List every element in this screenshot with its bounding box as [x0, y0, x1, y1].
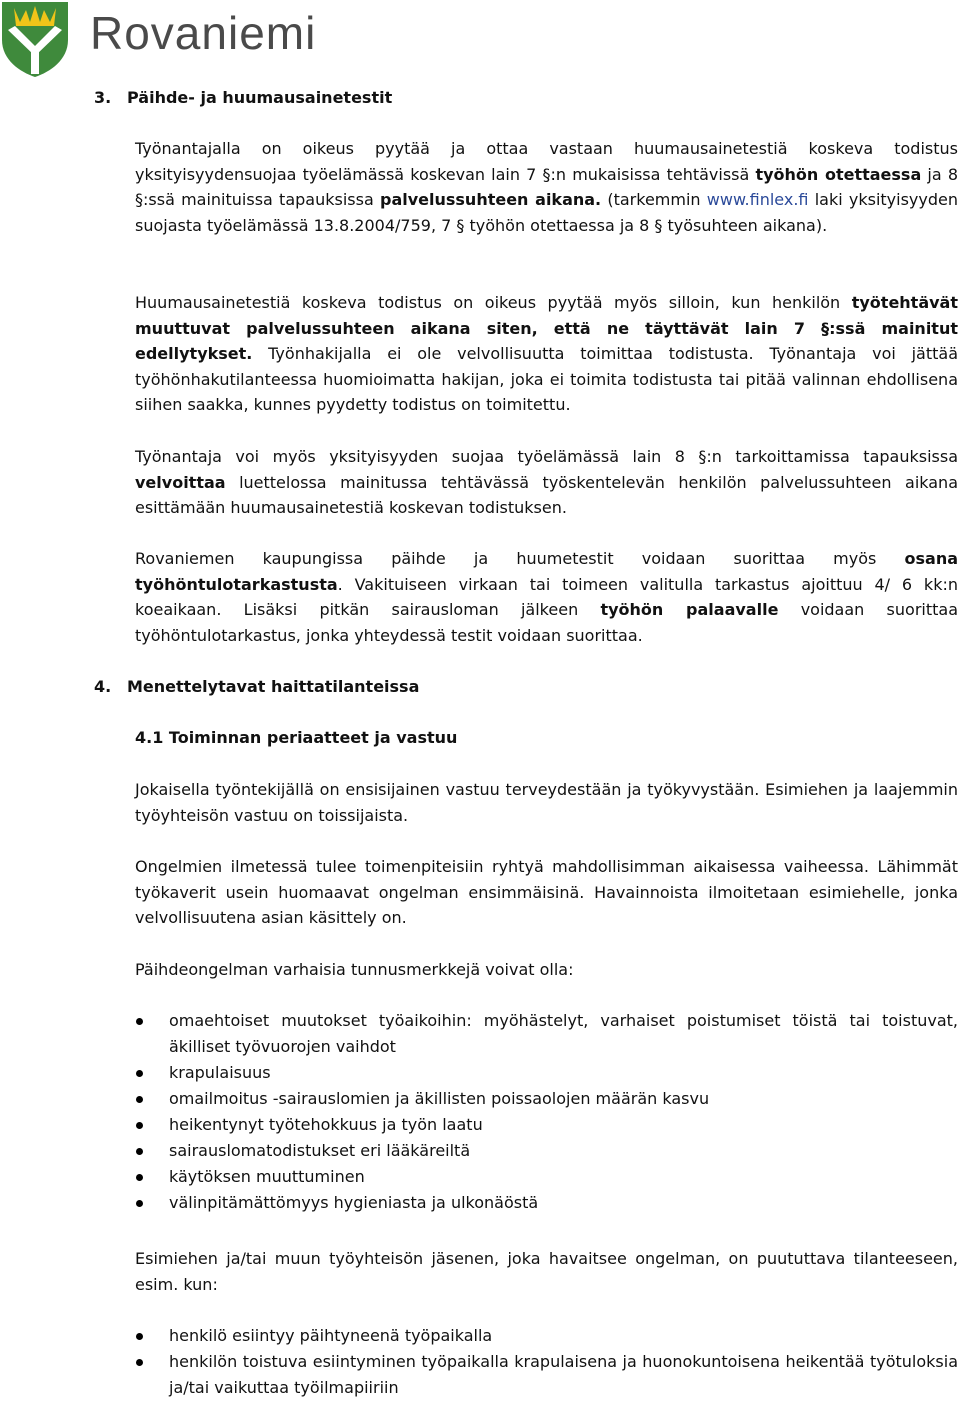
section-4-title: Menettelytavat haittatilanteissa [127, 677, 420, 696]
finlex-link[interactable]: www.finlex.fi [706, 190, 809, 209]
list-item: sairauslomatodistukset eri lääkäreiltä [135, 1138, 958, 1164]
section-3-title: Päihde- ja huumausainetestit [127, 88, 393, 107]
section-4-paragraph-4: Esimiehen ja/tai muun työyhteisön jäsenen, joka havaitsee ongelman, on puututtava tilanteeseen, esim. kun: [135, 1249, 958, 1294]
section-3-number: 3. [94, 88, 112, 107]
list-item: krapulaisuus [135, 1060, 958, 1086]
list-item: henkilön toistuva esiintyminen työpaikalla krapulaisena ja huonokuntoisena heikentää työtuloksia ja/tai vaikuttaa työilmapiiriin [135, 1349, 958, 1401]
list-item: heikentynyt työtehokkuus ja työn laatu [135, 1112, 958, 1138]
list-item: henkilö esiintyy päihtyneenä työpaikalla [135, 1323, 958, 1349]
intervention-cases-list [135, 1323, 958, 1401]
section-3-paragraph-1: Työnantajalla on oikeus pyytää ja ottaa vastaan huumausainetestiä koskeva todistus yksityisyydensuojaa työelämässä koskevan lain 7 §:n mukaisissa tehtävissä työhön otettaessa ja 8 §:ssä mainituissa tapauksissa palvelussuhteen aikana. (tarkemmin www.finlex.fi laki yksityisyyden suojasta työelämässä 13.8.2004/759, 7 § työhön otettaessa ja 8 § työsuhteen aikana). [135, 139, 959, 235]
section-4-paragraph-3: Päihdeongelman varhaisia tunnusmerkkejä voivat olla: [135, 960, 574, 979]
coat-of-arms-icon [0, 0, 72, 78]
section-3-paragraph-4: Rovaniemen kaupungissa päihde ja huumetestit voidaan suorittaa myös osana työhöntulotarkastusta. Vakituiseen virkaan tai toimeen valitulla tarkastus ajoittuu 4/ 6 kk:n koeaikaan. Lisäksi pitkän sairausloman jälkeen työhön palaavalle voidaan suorittaa työhöntulotarkastus, jonka yhteydessä testit voidaan suorittaa. [135, 549, 959, 645]
section-3-paragraph-3: Työnantaja voi myös yksityisyyden suojaa työelämässä lain 8 §:n tarkoittamissa tapauksissa velvoittaa luettelossa mainitussa tehtävässä työskentelevän henkilön palvelussuhteen aikana esittämään huumausainetestiä koskevan todistuksen. [135, 447, 958, 517]
header-logo [0, 0, 380, 78]
section-3-paragraph-2: Huumausainetestiä koskeva todistus on oikeus pyytää myös silloin, kun henkilön työtehtävät muuttuvat palvelussuhteen aikana siten, että ne täyttävät lain 7 §:ssä mainitut edellytykset. Työnhakijalla ei ole velvollisuutta toimittaa todistusta. Työnantaja voi jättää työhönhakutilanteessa huomioimatta hakijan, joka ei toimita todistusta tai pitää valinnan ehdollisena siihen saakka, kunnes pyydetty todistus on toimitettu. [135, 293, 958, 414]
list-item: omaehtoiset muutokset työaikoihin: myöhästelyt, varhaiset poistumiset töistä tai toistuvat, äkilliset työvuorojen vaihdot [135, 1008, 958, 1060]
section-4-number: 4. [94, 677, 112, 696]
section-4-paragraph-1: Jokaisella työntekijällä on ensisijainen vastuu terveydestään ja työkyvystään. Esimiehen ja laajemmin työyhteisön vastuu on toissijaista. [135, 780, 958, 825]
warning-signs-list [135, 1008, 958, 1216]
organization-name: Rovaniemi [90, 7, 317, 59]
section-4-paragraph-2: Ongelmien ilmetessä tulee toimenpiteisiin ryhtyä mahdollisimman aikaisessa vaiheessa. Lähimmät työkaverit usein huomaavat ongelman ensimmäisinä. Havainnoista ilmoitetaan esimiehelle, jonka velvollisuutena asian käsittely on. [135, 857, 958, 927]
section-4-1-title: 4.1 Toiminnan periaatteet ja vastuu [135, 728, 458, 747]
list-item: omailmoitus -sairauslomien ja äkillisten poissaolojen määrän kasvu [135, 1086, 958, 1112]
list-item: käytöksen muuttuminen [135, 1164, 958, 1190]
list-item: välinpitämättömyys hygieniasta ja ulkonäöstä [135, 1190, 958, 1216]
